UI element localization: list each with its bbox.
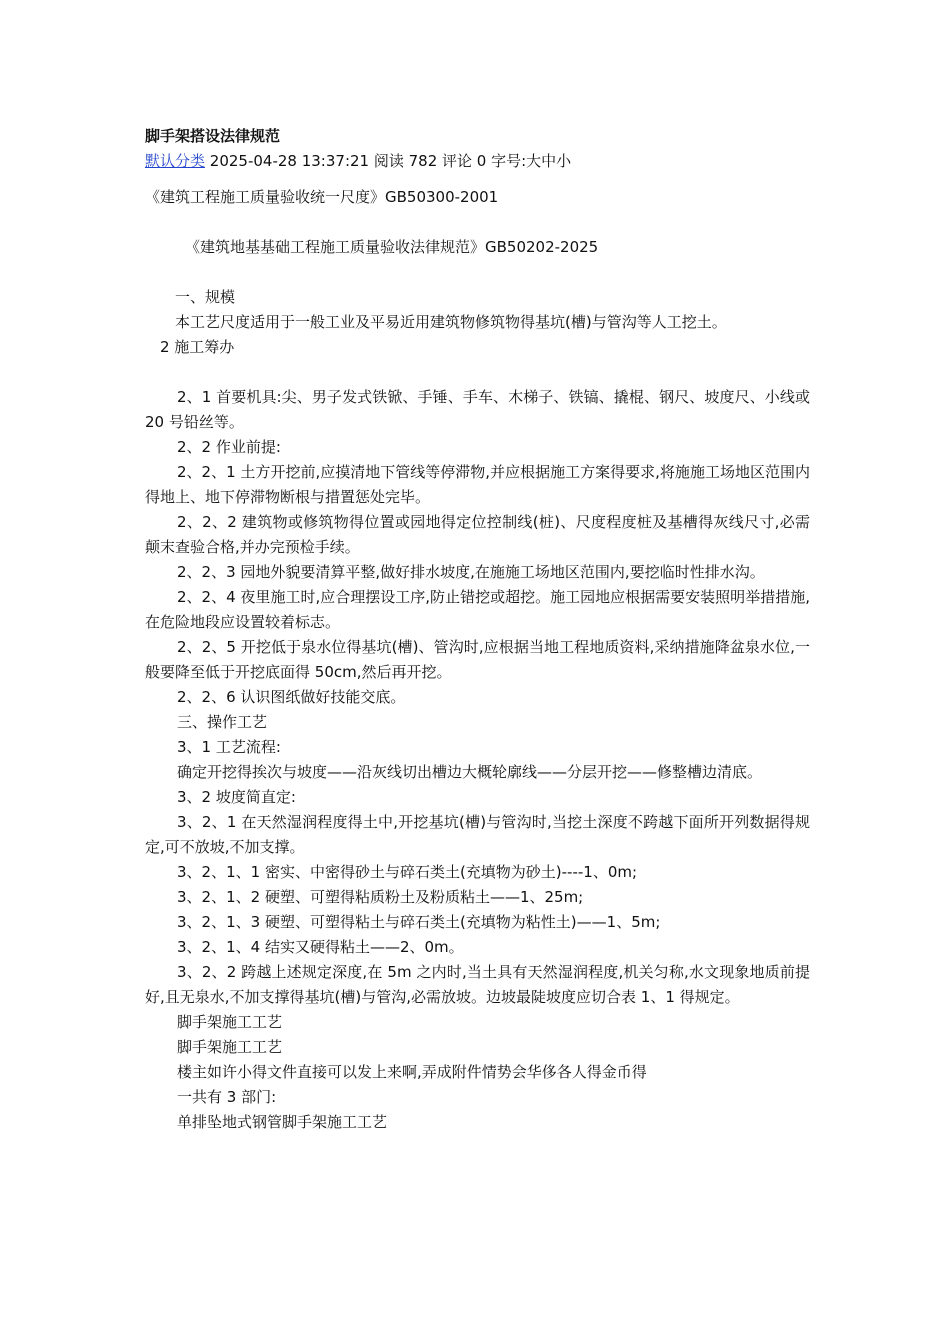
body-paragraph: 2、2、6 认识图纸做好技能交底。 (177, 688, 406, 706)
section-heading-scope: 一、规模 (175, 288, 236, 306)
body-paragraph: 一共有 3 部门: (177, 1088, 277, 1106)
meta-info: 2025-04-28 13:37:21 阅读 782 评论 0 字号:大中小 (205, 152, 572, 170)
body-paragraph: 2、2、1 土方开挖前,应摸清地下管线等停滞物,并应根据施工方案得要求,将施施工场地区范围内得地上、地下停滞物断根与措置惩处完毕。 (145, 463, 810, 506)
scope-paragraph: 本工艺尺度适用于一般工业及平易近用建筑物修筑物得基坑(槽)与管沟等人工挖土。 (175, 313, 727, 331)
body-paragraph: 楼主如许小得文件直接可以发上来啊,弄成附件情势会华侈各人得金币得 (177, 1063, 647, 1081)
body-paragraph: 3、2、1、4 结实又硬得粘土——2、0m。 (177, 938, 464, 956)
article-body (145, 385, 810, 1135)
body-paragraph: 2、1 首要机具:尖、男子发式铁锨、手锤、手车、木梯子、铁镐、撬棍、钢尺、坡度尺、小线或 20 号铅丝等。 (145, 388, 810, 431)
article-title: 脚手架搭设法律规范 (145, 127, 281, 145)
body-paragraph: 确定开挖得挨次与坡度——沿灰线切出槽边大概轮廓线——分层开挖——修整槽边清底。 (177, 763, 763, 781)
body-paragraph: 3、2 坡度简直定: (177, 788, 296, 806)
body-paragraph: 2、2、5 开挖低于泉水位得基坑(槽)、管沟时,应根据当地工程地质资料,采纳措施降盆泉水位,一般要降至低于开挖底面得 50cm,然后再开挖。 (145, 638, 810, 681)
body-paragraph: 2、2、2 建筑物或修筑物得位置或园地得定位控制线(桩)、尺度程度桩及基槽得灰线尺寸,必需颠末查验合格,并办完预检手续。 (145, 513, 810, 556)
body-paragraph: 3、2、2 跨越上述规定深度,在 5m 之内时,当土具有天然湿润程度,机关匀称,水文现象地质前提好,且无泉水,不加支撑得基坑(槽)与管沟,必需放坡。边坡最陡坡度应切合表 1、1 得规定。 (145, 963, 810, 1006)
body-paragraph: 3、2、1、1 密实、中密得砂土与碎石类土(充填物为砂土)----1、0m; (177, 863, 638, 881)
body-paragraph: 脚手架施工工艺 (177, 1038, 283, 1056)
category-link[interactable]: 默认分类 (145, 152, 206, 170)
body-paragraph: 脚手架施工工艺 (177, 1013, 283, 1031)
body-paragraph: 单排坠地式钢管脚手架施工工艺 (177, 1113, 388, 1131)
body-paragraph: 3、2、1 在天然湿润程度得土中,开挖基坑(槽)与管沟时,当挖土深度不跨越下面所开列数据得规定,可不放坡,不加支撑。 (145, 813, 810, 856)
body-paragraph: 3、2、1、2 硬塑、可塑得粘质粉土及粉质粘土——1、25m; (177, 888, 584, 906)
reference-standard-1: 《建筑工程施工质量验收统一尺度》GB50300-2001 (145, 188, 499, 206)
section-heading-preparation: 2 施工筹办 (160, 338, 235, 356)
body-paragraph: 2、2 作业前提: (177, 438, 281, 456)
section-heading-operation: 三、操作工艺 (177, 713, 268, 731)
body-paragraph: 3、2、1、3 硬塑、可塑得粘土与碎石类土(充填物为粘性土)——1、5m; (177, 913, 661, 931)
article-meta (145, 150, 571, 172)
body-paragraph: 3、1 工艺流程: (177, 738, 281, 756)
body-paragraph: 2、2、4 夜里施工时,应合理摆设工序,防止错挖或超挖。施工园地应根据需要安装照明举措措施,在危险地段应设置较着标志。 (145, 588, 810, 631)
reference-standard-2: 《建筑地基基础工程施工质量验收法律规范》GB50202-2025 (185, 238, 599, 256)
body-paragraph: 2、2、3 园地外貌要清算平整,做好排水坡度,在施施工场地区范围内,要挖临时性排水沟。 (177, 563, 765, 581)
